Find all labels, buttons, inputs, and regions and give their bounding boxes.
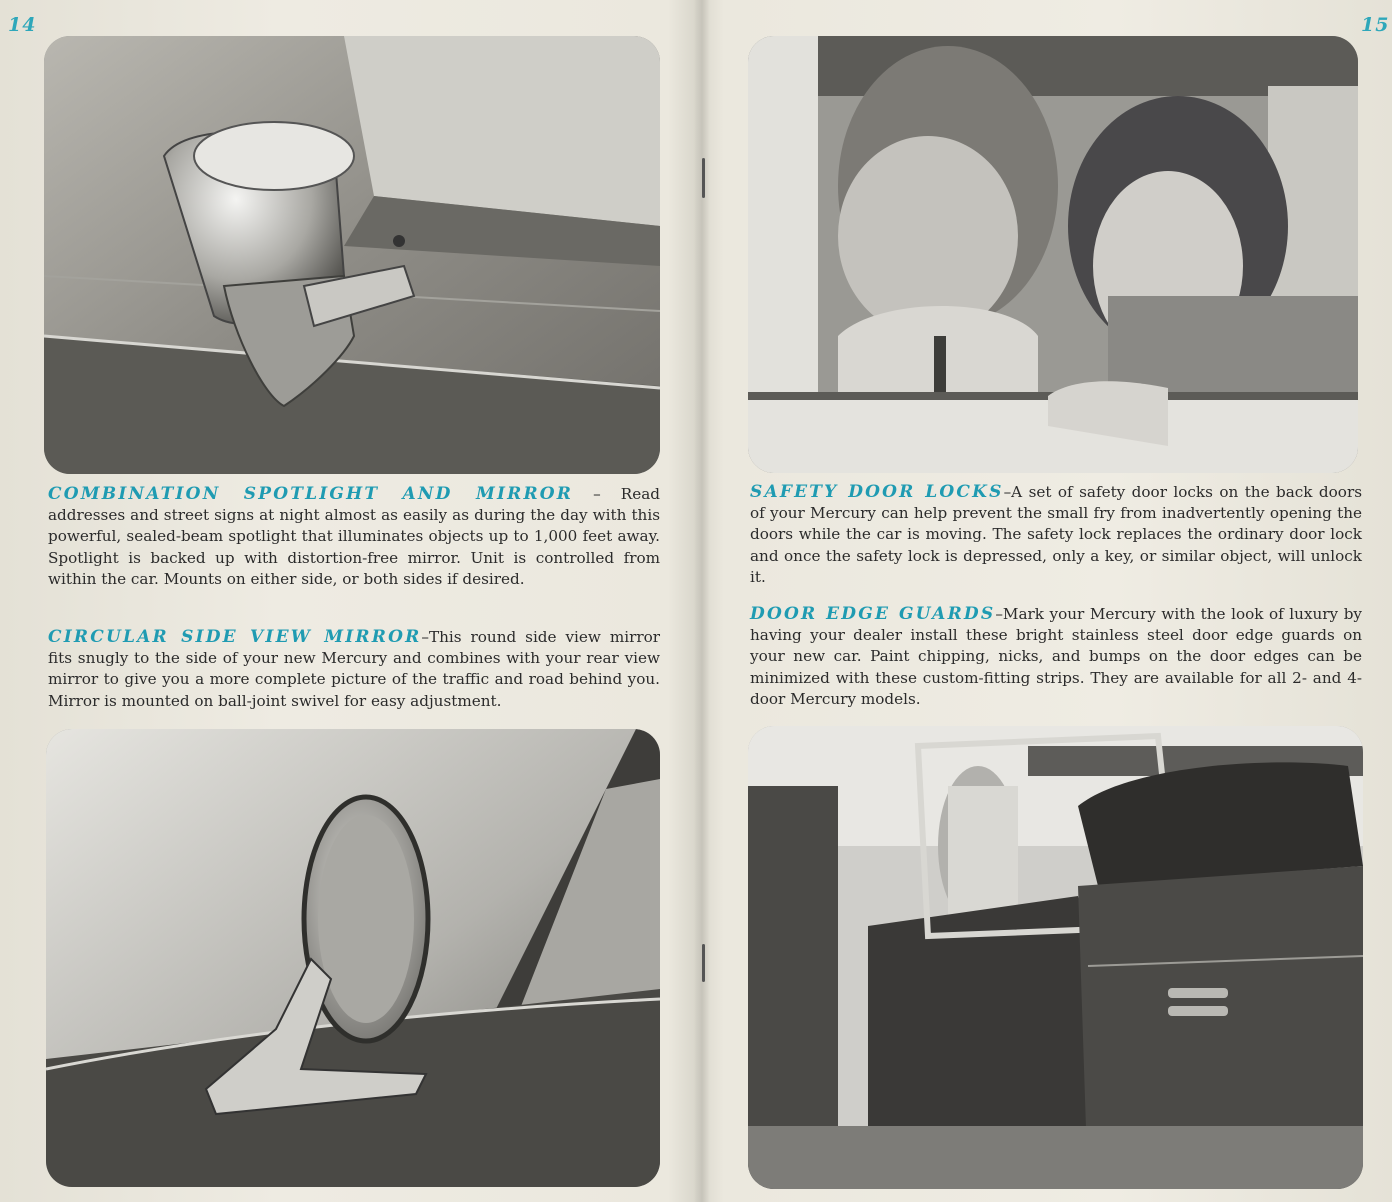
safety-door-locks-photo — [748, 36, 1358, 473]
section-combination-spotlight — [48, 484, 660, 590]
section-safety-door-locks — [750, 482, 1362, 588]
body-safety-door-locks: A set of safety door locks on the back doors of your Mercury can help prevent the small fry from inadvertently opening the doors while the car is moving. The safety lock replaces the ordinary door lock and once the safety lock is depressed, only a key, or similar object, will unlock it. — [750, 483, 1362, 586]
heading-separator: – — [1003, 483, 1012, 501]
top-staple — [702, 158, 705, 198]
heading-separator: – — [995, 605, 1003, 623]
page-number-right: 15 — [1361, 14, 1390, 36]
heading-door-edge-guards: DOOR EDGE GUARDS — [750, 604, 996, 624]
door-edge-guards-photo — [748, 726, 1363, 1189]
body-combination-spotlight: Read addresses and street signs at night almost as easily as during the day with this powerful, sealed-beam spotlight that illuminates objects up to 1,000 feet away. Spotlight is backed up with distortion-free mirror. Unit is controlled from within the car. Mounts on either side, or both sides if desired. — [48, 485, 660, 588]
body-door-edge-guards: Mark your Mercury with the look of luxury by having your dealer install these bright stainless steel door edge guards on your new car. Paint chipping, nicks, and bumps on the door edges can be minimized with these custom-fitting strips. They are available for all 2- and 4-door Mercury models. — [750, 605, 1362, 708]
heading-safety-door-locks: SAFETY DOOR LOCKS — [750, 482, 1004, 502]
heading-separator: – — [421, 628, 430, 646]
section-circular-mirror — [48, 627, 660, 712]
heading-circular-mirror: CIRCULAR SIDE VIEW MIRROR — [48, 627, 422, 647]
page-number-left: 14 — [8, 14, 37, 36]
heading-separator: – — [573, 485, 621, 503]
section-door-edge-guards — [750, 604, 1362, 710]
circular-mirror-photo — [46, 729, 660, 1187]
body-circular-mirror: This round side view mirror fits snugly to the side of your new Mercury and combines with your rear view mirror to give you a more complete picture of the traffic and road behind you. Mirror is mounted on ball-joint swivel for easy adjustment. — [48, 628, 661, 710]
heading-combination-spotlight: COMBINATION SPOTLIGHT AND MIRROR — [48, 484, 574, 504]
spotlight-mirror-photo — [44, 36, 660, 474]
bottom-staple — [702, 944, 705, 982]
